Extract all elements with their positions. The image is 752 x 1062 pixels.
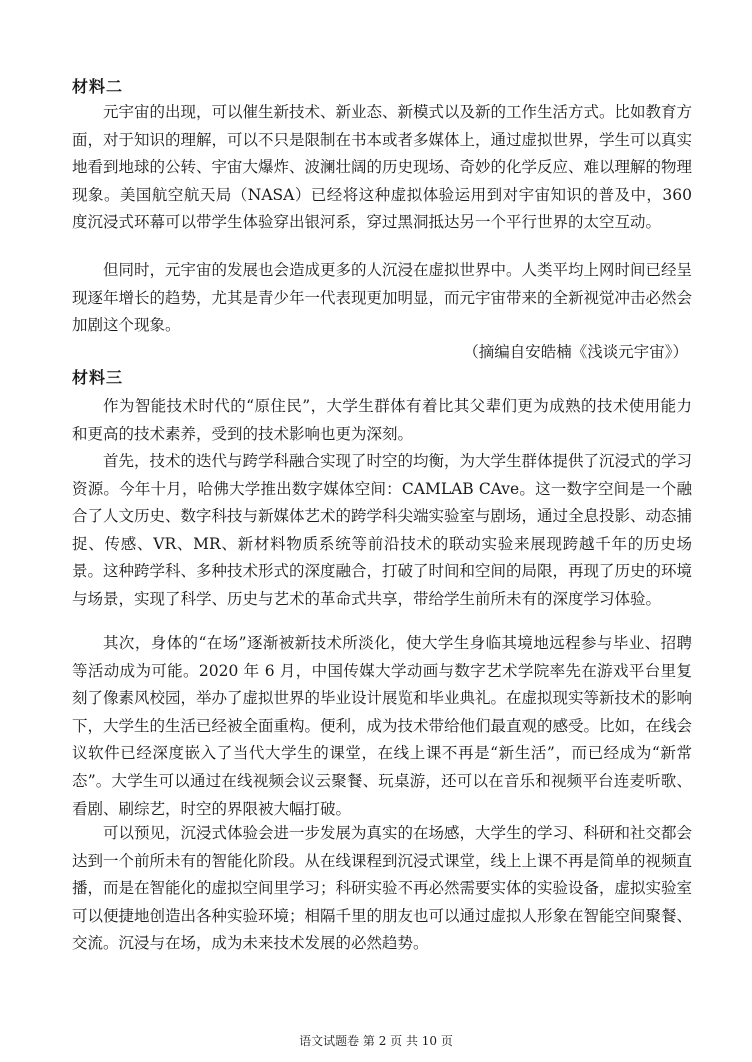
material-3-paragraph-3: 其次，身体的“在场”逐渐被新技术所淡化，使大学生身临其境地远程参与毕业、招聘等活动成为可能。2020 年 6 月，中国传媒大学动画与数字艺术学院率先在游戏平台里复刻了像素风校园，举办了虚拟世界的毕业设计展览和毕业典礼。在虚拟现实等新技术的影响下，大学生的生活已经被全面重构。便利，成为技术带给他们最直观的感受。比如，在线会议软件已经深度嵌入了当代大学生的课堂，在线上课不再是“新生活”，而已经成为“新常态”。大学生可以通过在线视频会议云聚餐、玩桌游，还可以在音乐和视频平台连麦听歌、看剧、刷综艺，时空的界限被大幅打破。 <box>72 634 693 818</box>
material-2-source: （摘编自安皓楠《浅谈元宇宙》） <box>463 343 688 361</box>
material-3-paragraph-2: 首先，技术的迭代与跨学科融合实现了时空的均衡，为大学生群体提供了沉浸式的学习资源。今年十月，哈佛大学推出数字媒体空间：CAMLAB CAve。这一数字空间是一个融合了人文历史、数字科技与新媒体艺术的跨学科尖端实验室与剧场，通过全息投影、动态捕捉、传感、VR、MR、新材料物质系统等前沿技术的联动实验来展现跨越千年的历史场景。这种跨学科、多种技术形式的深度融合，打破了时间和空间的局限，再现了历史的环境与场景，实现了科学、历史与艺术的革命式共享，带给学生前所未有的深度学习体验。 <box>72 452 693 608</box>
material-2-paragraph-1: 元宇宙的出现，可以催生新技术、新业态、新模式以及新的工作生活方式。比如教育方面，对于知识的理解，可以不只是限制在书本或者多媒体上，通过虚拟世界，学生可以真实地看到地球的公转、宇宙大爆炸、波澜壮阔的历史现场、奇妙的化学反应、难以理解的物理现象。美国航空航天局（NASA）已经将这种虚拟体验运用到对宇宙知识的普及中，360 度沉浸式环幕可以带学生体验穿出银河系，穿过黑洞抵达另一个平行世界的太空互动。 <box>72 103 693 232</box>
page-footer: 语文试题卷 第 2 页 共 10 页 <box>299 1034 453 1048</box>
material-3-paragraph-1: 作为智能技术时代的“原住民”，大学生群体有着比其父辈们更为成熟的技术使用能力和更高的技术素养，受到的技术影响也更为深刻。 <box>72 397 692 443</box>
section-heading-material-3: 材料三 <box>72 368 124 387</box>
material-2-paragraph-2: 但同时，元宇宙的发展也会造成更多的人沉浸在虚拟世界中。人类平均上网时间已经呈现逐年增长的趋势，尤其是青少年一代表现更加明显，而元宇宙带来的全新视觉冲击必然会加剧这个现象。 <box>72 261 693 335</box>
material-3-paragraph-4: 可以预见，沉浸式体验会进一步发展为真实的在场感，大学生的学习、科研和社交都会达到一个前所未有的智能化阶段。从在线课程到沉浸式课堂，线上上课不再是简单的视频直播，而是在智能化的虚拟空间里学习；科研实验不再必然需要实体的实验设备，虚拟实验室可以便捷地创造出各种实验环境；相隔千里的朋友也可以通过虚拟人形象在智能空间聚餐、交流。沉浸与在场，成为未来技术发展的必然趋势。 <box>72 824 693 953</box>
section-heading-material-2: 材料二 <box>72 77 124 96</box>
